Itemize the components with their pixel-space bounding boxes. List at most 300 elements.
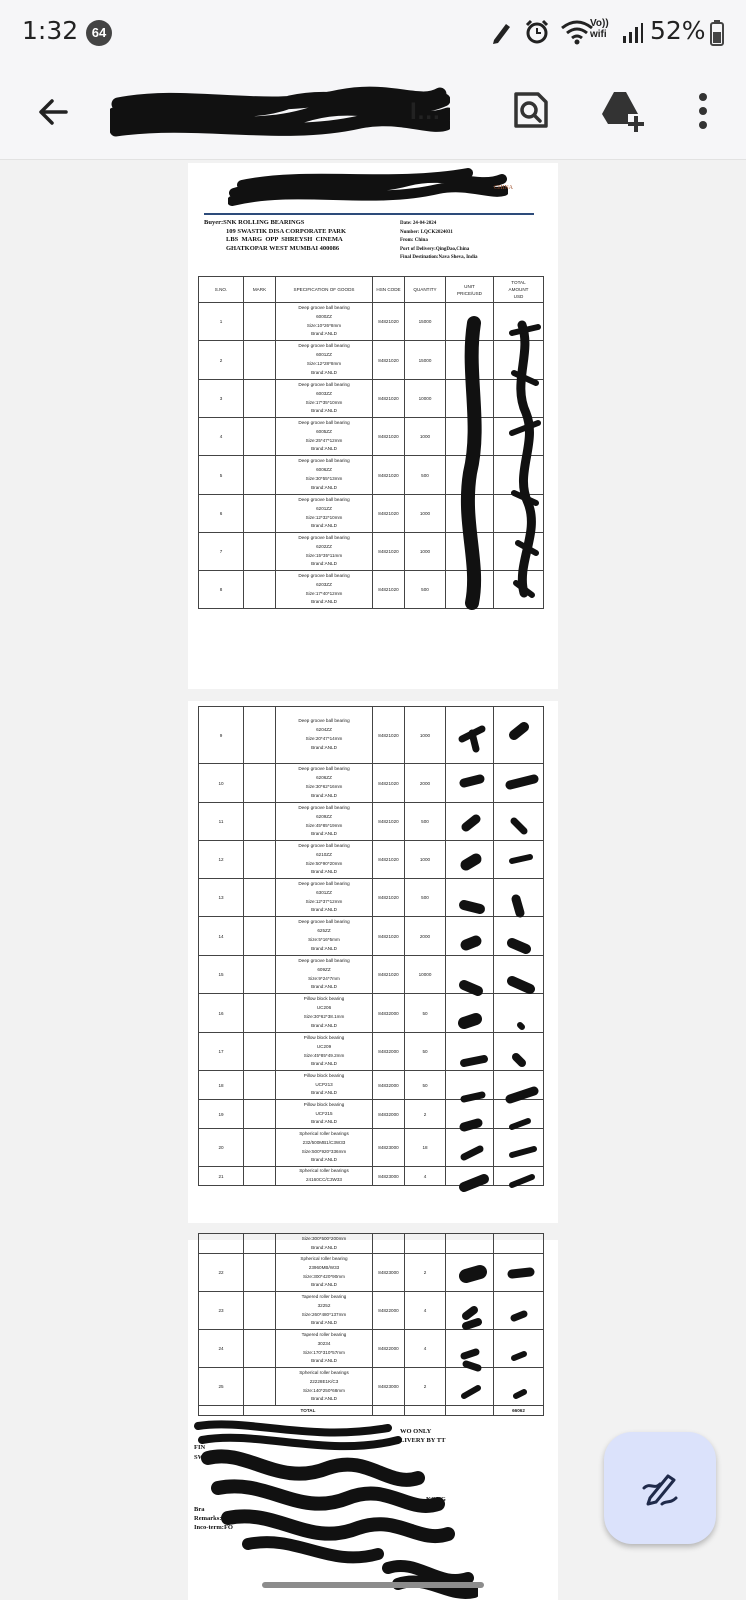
spec-line: Tapered roller bearing: [301, 1331, 347, 1337]
back-arrow-icon[interactable]: [32, 90, 76, 134]
footer-incoterm-fragment: Inco-term:FO: [194, 1524, 233, 1531]
spec-line: Brand:ANLD: [311, 907, 337, 913]
cell-sno: 12: [199, 841, 244, 879]
cell-sno: 10: [199, 764, 244, 803]
spec-line: UC206: [316, 1005, 332, 1011]
redaction-scribble: [454, 719, 548, 1199]
cell-hsn: 84821020: [373, 418, 405, 456]
cell-sno: 17: [199, 1033, 244, 1071]
cell-spec: [276, 956, 373, 994]
spec-line: Brand:ANLD: [311, 1119, 337, 1125]
cell-hsn: 84821020: [373, 956, 405, 994]
spec-line: 22228E1K/C3: [309, 1378, 339, 1384]
cell-spec: [276, 1234, 373, 1254]
cell-spec: [276, 418, 373, 456]
spec-line: 6005ZZ: [316, 428, 332, 434]
cell-spec: [276, 1254, 373, 1292]
spec-line: 30234: [317, 1340, 331, 1346]
spec-line: Brand:ANLD: [311, 869, 337, 875]
invoice-number: Number: LQCK2024031: [400, 229, 453, 235]
cell-qty: 2: [405, 1254, 446, 1292]
redaction-scribble: [452, 313, 552, 613]
spec-line: Size:30*62*38.1mm: [303, 1014, 345, 1019]
spec-line: Deep groove ball bearing: [298, 957, 350, 963]
cell-mark: [244, 956, 276, 994]
cell-empty: [373, 1234, 405, 1254]
spec-line: Size:300*420*90mm: [303, 1273, 345, 1279]
redaction-scribble: [228, 163, 508, 211]
spec-line: Size:45*85*19mm: [305, 822, 343, 828]
cell-hsn: 84821020: [373, 764, 405, 803]
spec-line: Brand:ANLD: [311, 446, 337, 452]
buyer-address: [204, 219, 346, 253]
cell-empty: [405, 1234, 446, 1254]
spec-line: 6209ZZ: [316, 813, 332, 819]
title-suffix: I...: [410, 98, 441, 125]
cell-mark: [244, 1254, 276, 1292]
cell-mark: [244, 1033, 276, 1071]
spec-line: Brand:ANLD: [311, 1061, 337, 1067]
cell-hsn: 84821020: [373, 917, 405, 956]
buyer-line-4: GHATKOPAR WEST MUMBAI 400086: [226, 244, 340, 252]
cell-mark: [244, 1167, 276, 1186]
cell-sno: 6: [199, 495, 244, 533]
cell-spec: [276, 994, 373, 1033]
cell-mark: [244, 1129, 276, 1167]
buyer-line-1: Buyer:SNK ROLLING BEARINGS: [204, 219, 305, 226]
spec-line: Size:15*35*11mm: [305, 552, 343, 558]
cell-spec: [276, 571, 373, 609]
cell-qty: 4: [405, 1330, 446, 1368]
cell-spec: [276, 341, 373, 380]
spec-line: Size:25*47*12mm: [305, 437, 343, 443]
col-total-l1: TOTAL: [511, 280, 526, 285]
pen-icon: [490, 18, 514, 46]
status-time: 1:32: [22, 16, 79, 45]
cell-sno: 5: [199, 456, 244, 495]
buyer-line-3: LBS MARG OPP SHREYSH CINEMA: [226, 236, 343, 243]
redaction-scribble: [188, 1418, 478, 1600]
cell-hsn: 84822000: [373, 1292, 405, 1330]
buyer-line-2: 109 SWASTIK DISA CORPORATE PARK: [226, 227, 347, 235]
cell-sno: 4: [199, 418, 244, 456]
cell-sno: 18: [199, 1071, 244, 1100]
spec-line: Deep groove ball bearing: [298, 766, 350, 772]
delivery-terms-fragment: LIVERY BY TT: [400, 1437, 446, 1444]
cell-sno: 3: [199, 380, 244, 418]
col-total-l2: AMOUNT: [508, 287, 529, 292]
spec-line: Brand:ANLD: [311, 1090, 337, 1096]
spec-line: 609ZZ: [317, 966, 331, 972]
spec-line: Tapered roller bearing: [301, 1293, 347, 1299]
spec-line: UC209: [316, 1043, 332, 1049]
cell-mark: [244, 1100, 276, 1129]
cell-qty: 50: [405, 1033, 446, 1071]
spec-line: Pillow block bearing: [303, 996, 345, 1002]
col-spec: SPECIFICATION OF GOODS: [276, 277, 373, 303]
cell-spec: [276, 1071, 373, 1100]
spec-line: Brand:ANLD: [311, 984, 337, 990]
cell-qty: 2: [405, 1368, 446, 1406]
spec-line: 6210ZZ: [316, 851, 332, 857]
cell-qty: 2000: [405, 917, 446, 956]
battery-percent: 52%: [650, 16, 706, 45]
cell-sno: 14: [199, 917, 244, 956]
cell-qty: 10000: [405, 380, 446, 418]
spec-line: Deep groove ball bearing: [298, 804, 350, 810]
spec-line: Size:12*28*8mm: [306, 361, 342, 366]
spec-line: Spherical roller bearings: [299, 1369, 349, 1375]
spec-line: Spherical roller bearing: [300, 1255, 348, 1261]
cell-spec: [276, 1330, 373, 1368]
cell-qty: 4: [405, 1292, 446, 1330]
cell-mark: [244, 841, 276, 879]
cell-sno: 8: [199, 571, 244, 609]
spec-line: 6006ZZ: [316, 467, 332, 473]
footer-kong-fragment: KONG: [426, 1496, 446, 1503]
spec-line: 625ZZ: [317, 928, 331, 934]
pdf-page-1: [188, 163, 558, 689]
cell-hsn: 84821020: [373, 707, 405, 764]
cell-qty: 2: [405, 1100, 446, 1129]
app-bar: [0, 64, 746, 160]
spec-line: Size:5*16*5mm: [308, 937, 340, 942]
cell-empty: [199, 1234, 244, 1254]
cell-hsn: 84821020: [373, 803, 405, 841]
spec-line: Deep groove ball bearing: [298, 496, 350, 502]
spec-line: Deep groove ball bearing: [298, 572, 350, 578]
col-sno: S.NO.: [199, 277, 244, 303]
spec-line: Deep groove ball bearing: [298, 919, 350, 925]
spec-line: Size:12*32*10mm: [305, 514, 343, 520]
cell-qty: 50: [405, 1071, 446, 1100]
invoice-port: Port of Delivery:QingDao,China: [400, 246, 470, 252]
spec-line: Deep groove ball bearing: [298, 458, 350, 464]
spec-line: UCP213: [315, 1081, 333, 1087]
cell-empty: [199, 1406, 244, 1416]
spec-line: Brand:ANLD: [311, 831, 337, 837]
cell-hsn: 84822000: [373, 1330, 405, 1368]
cell-mark: [244, 1368, 276, 1406]
spec-line: 6202ZZ: [316, 543, 332, 549]
volte-top: Vo)): [590, 18, 609, 29]
spec-line: 23960MB/W33: [308, 1264, 340, 1270]
volte-label: [590, 18, 609, 40]
spec-line: Brand:ANLD: [311, 744, 337, 750]
cell-qty: 1000: [405, 841, 446, 879]
cell-spec: [276, 879, 373, 917]
spec-line: 6206ZZ: [316, 775, 332, 781]
cell-mark: [244, 456, 276, 495]
invoice-date: Date: 24-04-2024: [400, 221, 437, 226]
footer-swift-fragment: SWIF: [194, 1454, 211, 1461]
notification-count-badge: 64: [86, 20, 112, 46]
cell-sno: 2: [199, 341, 244, 380]
col-mark: MARK: [244, 277, 276, 303]
cell-spec: [276, 1368, 373, 1406]
status-icons: [490, 18, 594, 46]
cell-qty: 4: [405, 1167, 446, 1186]
spec-line: Size:500*920*336mm: [301, 1148, 347, 1154]
cell-sno: 11: [199, 803, 244, 841]
cell-mark: [244, 380, 276, 418]
cell-hsn: 84823000: [373, 1254, 405, 1292]
document-title: [110, 84, 480, 140]
spec-line: Brand:ANLD: [311, 1244, 337, 1250]
cell-sno: 15: [199, 956, 244, 994]
cell-hsn: 84821020: [373, 841, 405, 879]
cell-mark: [244, 764, 276, 803]
cell-mark: [244, 707, 276, 764]
edit-pen-icon: [640, 1468, 680, 1508]
more-vert-icon[interactable]: [688, 88, 718, 134]
cell-sno: 13: [199, 879, 244, 917]
cell-mark: [244, 495, 276, 533]
cell-empty: [244, 1234, 276, 1254]
spec-line: Deep groove ball bearing: [298, 343, 350, 349]
cell-hsn: 84821020: [373, 879, 405, 917]
alarm-icon: [524, 18, 550, 46]
cell-hsn: 84823000: [373, 1129, 405, 1167]
invoice-from: From: China: [400, 238, 428, 243]
spec-line: Brand:ANLD: [311, 1282, 337, 1288]
redaction-scribble: [110, 84, 450, 140]
cell-hsn: 84821020: [373, 495, 405, 533]
cell-mark: [244, 303, 276, 341]
header-country-fragment: CHINA: [494, 185, 513, 191]
cell-mark: [244, 917, 276, 956]
cell-qty: 50: [405, 994, 446, 1033]
cell-hsn: 84823000: [373, 1167, 405, 1186]
spec-line: 6204ZZ: [316, 727, 332, 733]
invoice-header: [188, 163, 558, 283]
spec-line: Brand:ANLD: [311, 945, 337, 951]
cell-qty: 500: [405, 456, 446, 495]
cell-hsn: 84832000: [373, 1033, 405, 1071]
header-rule: [204, 213, 534, 215]
cell-mark: [244, 1330, 276, 1368]
cell-sno: 25: [199, 1368, 244, 1406]
pdf-page-3: [188, 1235, 558, 1600]
spec-line: Spherical roller bearings: [299, 1168, 349, 1174]
cell-hsn: 84832000: [373, 1071, 405, 1100]
cell-sno: 1: [199, 303, 244, 341]
spec-line: 32252: [317, 1302, 331, 1308]
spec-line: Brand:ANLD: [311, 561, 337, 567]
cell-sno: 23: [199, 1292, 244, 1330]
spec-line: Size:12*37*12mm: [305, 898, 343, 904]
spec-line: 6003ZZ: [316, 390, 332, 396]
spec-line: Deep groove ball bearing: [298, 718, 350, 724]
spec-line: Size:140*250*68mm: [303, 1387, 345, 1393]
cell-qty: 2000: [405, 764, 446, 803]
spec-line: Size:9*24*7mm: [308, 975, 340, 981]
cell-mark: [244, 803, 276, 841]
cell-mark: [244, 1071, 276, 1100]
cell-qty: 500: [405, 879, 446, 917]
cell-qty: 1000: [405, 495, 446, 533]
cell-hsn: 84832000: [373, 1100, 405, 1129]
invoice-info: [400, 220, 478, 263]
cell-qty: 500: [405, 803, 446, 841]
spec-line: Brand:ANLD: [311, 408, 337, 414]
spec-line: Size:17*35*10mm: [305, 399, 343, 405]
cell-qty: 10000: [405, 956, 446, 994]
cell-empty: [494, 1234, 544, 1254]
cell-qty: 500: [405, 571, 446, 609]
cell-sno: 19: [199, 1100, 244, 1129]
total-label: TOTAL: [244, 1406, 373, 1416]
spec-line: Size:300*500*200mm: [301, 1235, 347, 1241]
footer-brand-fragment: Bra: [194, 1506, 205, 1513]
cell-sno: 9: [199, 707, 244, 764]
spec-line: 232/500MB1/C3W33: [302, 1139, 346, 1145]
cell-spec: [276, 1292, 373, 1330]
spec-line: Size:10*26*8mm: [306, 322, 342, 328]
cell-mark: [244, 341, 276, 380]
cell-spec: [276, 1167, 373, 1186]
cell-spec: [276, 533, 373, 571]
spec-line: UCF215: [315, 1110, 333, 1116]
spec-line: 6203ZZ: [316, 581, 332, 587]
cell-spec: [276, 456, 373, 495]
cell-hsn: 84821020: [373, 571, 405, 609]
table-row: [199, 1234, 544, 1254]
cell-qty: 1000: [405, 533, 446, 571]
spec-line: Size:50*90*20mm: [305, 860, 343, 866]
footer-the-fragment: THE: [296, 1496, 310, 1503]
spec-line: Size:260*480*137mm: [301, 1311, 347, 1317]
cell-hsn: 84821020: [373, 533, 405, 571]
lens-search-icon[interactable]: [508, 88, 552, 132]
gesture-nav-bar[interactable]: [262, 1582, 484, 1588]
spec-line: Pillow block bearing: [303, 1072, 345, 1078]
cell-sno: 16: [199, 994, 244, 1033]
cell-sno: 20: [199, 1129, 244, 1167]
spec-line: Size:30*62*16mm: [305, 784, 343, 789]
spec-line: Brand:ANLD: [311, 1358, 337, 1364]
spec-line: Size:45*85*49.2mm: [303, 1052, 345, 1058]
spec-line: 6000ZZ: [316, 313, 332, 319]
cell-qty: 1000: [405, 707, 446, 764]
cell-spec: [276, 764, 373, 803]
footer-remarks-fragment: Remarks:3: [194, 1515, 225, 1522]
spec-line: Brand:ANLD: [311, 1396, 337, 1402]
cell-spec: [276, 380, 373, 418]
cell-qty: 1000: [405, 418, 446, 456]
col-total-l3: USD: [513, 294, 524, 299]
cell-spec: [276, 303, 373, 341]
cell-spec: [276, 917, 373, 956]
volte-bottom: wifi: [590, 29, 607, 40]
spec-line: Size:30*55*13mm: [305, 476, 343, 481]
col-unit-price-l2: PRICE/USD: [456, 290, 482, 296]
status-bar: [0, 0, 746, 64]
spec-line: Size:17*40*12mm: [305, 590, 343, 596]
cell-mark: [244, 1292, 276, 1330]
cell-hsn: 84821020: [373, 380, 405, 418]
col-unit-price: [446, 277, 494, 303]
col-qty: QUANTITY: [405, 277, 446, 303]
spec-line: Deep groove ball bearing: [298, 304, 350, 310]
cell-sno: 7: [199, 533, 244, 571]
spec-line: Brand:ANLD: [311, 1157, 337, 1163]
cell-mark: [244, 418, 276, 456]
spec-line: Brand:ANLD: [311, 331, 337, 337]
cell-spec: [276, 803, 373, 841]
invoice-destination: Final Destination:Nava Sheva, India: [400, 255, 478, 260]
cell-qty: 15000: [405, 341, 446, 380]
spec-line: Size:170*310*57mm: [303, 1349, 345, 1355]
cell-mark: [244, 571, 276, 609]
cell-hsn: 84821020: [373, 303, 405, 341]
spec-line: 24160CC/C3W33: [305, 1177, 342, 1182]
cell-hsn: 84832000: [373, 994, 405, 1033]
spec-line: Pillow block bearing: [303, 1101, 345, 1107]
cell-sno: 24: [199, 1330, 244, 1368]
cell-qty: 15000: [405, 303, 446, 341]
spec-line: Spherical roller bearings: [299, 1130, 349, 1136]
table-header-row: [199, 277, 544, 303]
cell-spec: [276, 1033, 373, 1071]
col-unit-price-l1: UNIT: [464, 283, 475, 289]
footer-fin-fragment: FIN: [194, 1444, 206, 1451]
redaction-scribble: [454, 1260, 548, 1430]
cell-hsn: 84821020: [373, 456, 405, 495]
spec-line: Brand:ANLD: [311, 792, 337, 798]
cell-spec: [276, 841, 373, 879]
cell-mark: [244, 879, 276, 917]
amount-in-words-fragment: WO ONLY: [400, 1428, 432, 1435]
col-hsn: HSN CODE: [373, 277, 405, 303]
spec-line: 6001ZZ: [316, 352, 332, 358]
spec-line: 6201ZZ: [316, 505, 332, 511]
annotate-fab-button[interactable]: [604, 1432, 716, 1544]
spec-line: Size:20*47*14mm: [305, 736, 343, 741]
spec-line: Deep groove ball bearing: [298, 880, 350, 886]
spec-line: Brand:ANLD: [311, 1320, 337, 1326]
battery-icon: [710, 20, 724, 46]
drive-add-icon[interactable]: [598, 86, 646, 134]
spec-line: 6301ZZ: [316, 889, 332, 895]
spec-line: Brand:ANLD: [311, 1022, 337, 1028]
spec-line: Deep groove ball bearing: [298, 842, 350, 848]
signal-icon: [622, 22, 644, 44]
spec-line: Deep groove ball bearing: [298, 534, 350, 540]
cell-empty: [446, 1234, 494, 1254]
spec-line: Brand:ANLD: [311, 369, 337, 375]
cell-qty: 18: [405, 1129, 446, 1167]
cell-spec: [276, 1100, 373, 1129]
spec-line: Brand:ANLD: [311, 599, 337, 605]
cell-empty: [405, 1406, 446, 1416]
spec-line: Brand:ANLD: [311, 484, 337, 490]
cell-empty: [373, 1406, 405, 1416]
spec-line: Pillow block bearing: [303, 1034, 345, 1040]
cell-spec: [276, 495, 373, 533]
cell-mark: [244, 533, 276, 571]
cell-hsn: 84821020: [373, 341, 405, 380]
spec-line: Deep groove ball bearing: [298, 381, 350, 387]
spec-line: Brand:ANLD: [311, 523, 337, 529]
cell-spec: [276, 1129, 373, 1167]
wifi-icon: [560, 18, 594, 46]
cell-sno: 22: [199, 1254, 244, 1292]
cell-mark: [244, 994, 276, 1033]
cell-spec: [276, 707, 373, 764]
pdf-page-2: [188, 701, 558, 1223]
col-total: [494, 277, 544, 303]
